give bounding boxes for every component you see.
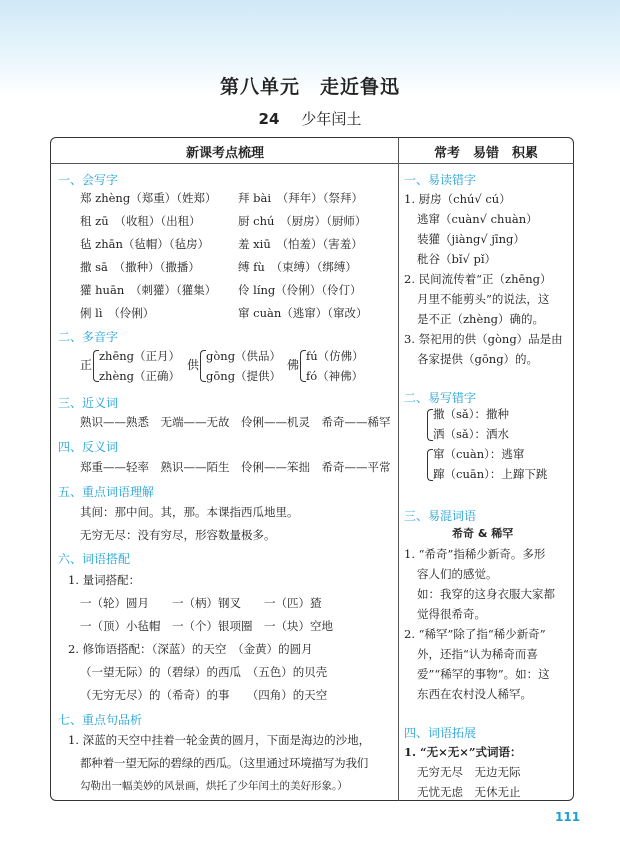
char-item: 厨 chú （厨房）（厨师） [238,214,367,228]
section-title: 二、易写错字 [404,391,477,405]
note-line: 爱”“稀罕的事物”。如：这 [417,667,550,681]
lesson-title: 24 少年闰土 [258,110,362,128]
column-divider [398,137,399,801]
char-item: 俐 lì （伶俐） [80,306,155,320]
synonym-line: 熟识——熟悉 无端——无故 伶俐——机灵 希奇——稀罕 [80,415,391,429]
section-title: 四、词语拓展 [404,726,477,740]
collocation-line: （一望无际）的（碧绿）的西瓜 （五色）的贝壳 [80,665,328,679]
section-title: 五、重点词语理解 [58,485,155,499]
note-line: 2. “稀罕”除了指“稀少新奇” [404,627,546,641]
subheading: 1. “无×无×”式词语： [404,745,522,759]
note-line: 逃窜（cuàn√ chuàn） [417,212,538,226]
section-title: 三、近义词 [58,396,119,410]
collocation-line: 一（顶）小毡帽 一（个）银项圈 一（块）空地 [80,619,333,633]
right-column-header: 常考 易错 积累 [433,146,538,161]
char-item: 窜 cuàn（逃窜）（窜改） [238,306,368,320]
note-line: 秕谷（bǐ√ pǐ） [417,252,497,266]
reading: gōng（提供） [206,369,282,383]
section-title: 一、易读错字 [404,173,477,187]
polyphone-char: 供 [187,358,200,372]
section-title: 二、多音字 [58,330,119,344]
left-column-header: 新课考点梳理 [185,146,264,161]
word-line: 无忧无虑 无休无止 [417,785,521,799]
unit-title: 第八单元 走近鲁迅 [219,76,401,98]
char-pair: 窜（cuàn）：逃窜 [433,447,525,461]
note-line: 各家提供（gōng）的。 [417,352,539,366]
section-title: 四、反义词 [58,440,119,454]
note-line: 觉得很希奇。 [417,607,486,621]
char-item: 租 zū （收租）（出租） [80,214,201,228]
note-line: 东西在农村没人稀罕。 [417,687,532,701]
reading: fó（神佛） [306,369,364,383]
section-title: 三、易混词语 [404,509,477,523]
collocation-line: （无穷无尽）的（希奇）的事 （四角）的天空 [80,688,328,702]
reading: gòng（供品） [206,349,282,363]
char-pair: 蹿（cuān）：上蹿下跳 [433,467,548,481]
word-line: 无穷无尽 无边无际 [417,765,521,779]
section-title: 六、词语搭配 [58,552,131,566]
char-item: 獾 huān （刺獾）（獾集） [80,283,217,297]
note-line: 外，还指“认为稀奇而喜 [417,647,538,661]
sentence-line: 1. 深蓝的天空中挂着一轮金黄的圆月，下面是海边的沙地， [68,733,371,747]
char-item: 羞 xiū （怕羞）（害羞） [238,237,363,251]
collocation-line: 一（轮）圆月 一（柄）钢叉 一（匹）猹 [80,596,322,610]
char-item: 拜 bài （拜年）（祭拜） [238,191,364,205]
note-line: 容人们的感觉。 [417,567,498,581]
note-line: 1. “希奇”指稀少新奇。多形 [404,547,546,561]
note-line: 是不正（zhèng）确的。 [417,312,545,326]
antonym-line: 郑重——轻率 熟识——陌生 伶俐——笨拙 希奇——平常 [80,460,391,474]
sentence-line: 勾勒出一幅美妙的风景画，烘托了少年闰土的美好形象。） [80,780,348,792]
header-rule [50,163,574,164]
compare-title: 希奇 & 稀罕 [452,527,514,540]
char-pair: 洒（sǎ）：洒水 [433,427,510,441]
reading: fú（仿佛） [306,349,364,363]
polyphone-char: 佛 [287,358,300,372]
definition-line: 无穷无尽：没有穷尽，形容数量极多。 [80,528,276,542]
reading: zhèng（正确） [99,369,181,383]
char-item: 撒 sā （撒种）（撒播） [80,260,200,274]
reading: zhēng（正月） [99,349,181,363]
char-item: 郑 zhèng（郑重）（姓郑） [80,191,217,205]
section-title: 七、重点句品析 [58,713,143,727]
page-number: 111 [555,810,581,824]
note-line: 1. 厨房（chú√ cú） [404,192,511,206]
subheading: 1. 量词搭配： [68,573,141,587]
note-line: 月里不能剪头”的说法，这 [417,292,550,306]
section-title: 一、会写字 [58,173,119,187]
char-item: 伶 líng（伶俐）（伶仃） [238,283,362,297]
collocation-line: 2. 修饰语搭配：（深蓝）的天空 （金黄）的圆月 [68,642,313,656]
definition-line: 其间：那中间。其，那。本课指西瓜地里。 [80,505,299,519]
note-line: 装獾（jiàng√ jīng） [417,232,525,246]
note-line: 如：我穿的这身衣服大家都 [417,587,555,601]
note-line: 2. 民间流传着“正（zhēng） [404,272,552,286]
char-item: 缚 fù （束缚）（绑缚） [238,260,357,274]
sentence-line: 都种着一望无际的碧绿的西瓜。（这里通过环境描写为我们 [80,756,369,770]
note-line: 3. 祭祀用的供（gòng）品是由 [404,332,563,346]
char-pair: 撒（sǎ）：撒种 [433,407,510,421]
polyphone-char: 正 [80,358,93,372]
char-item: 毡 zhān（毡帽）（毡房） [80,237,210,251]
